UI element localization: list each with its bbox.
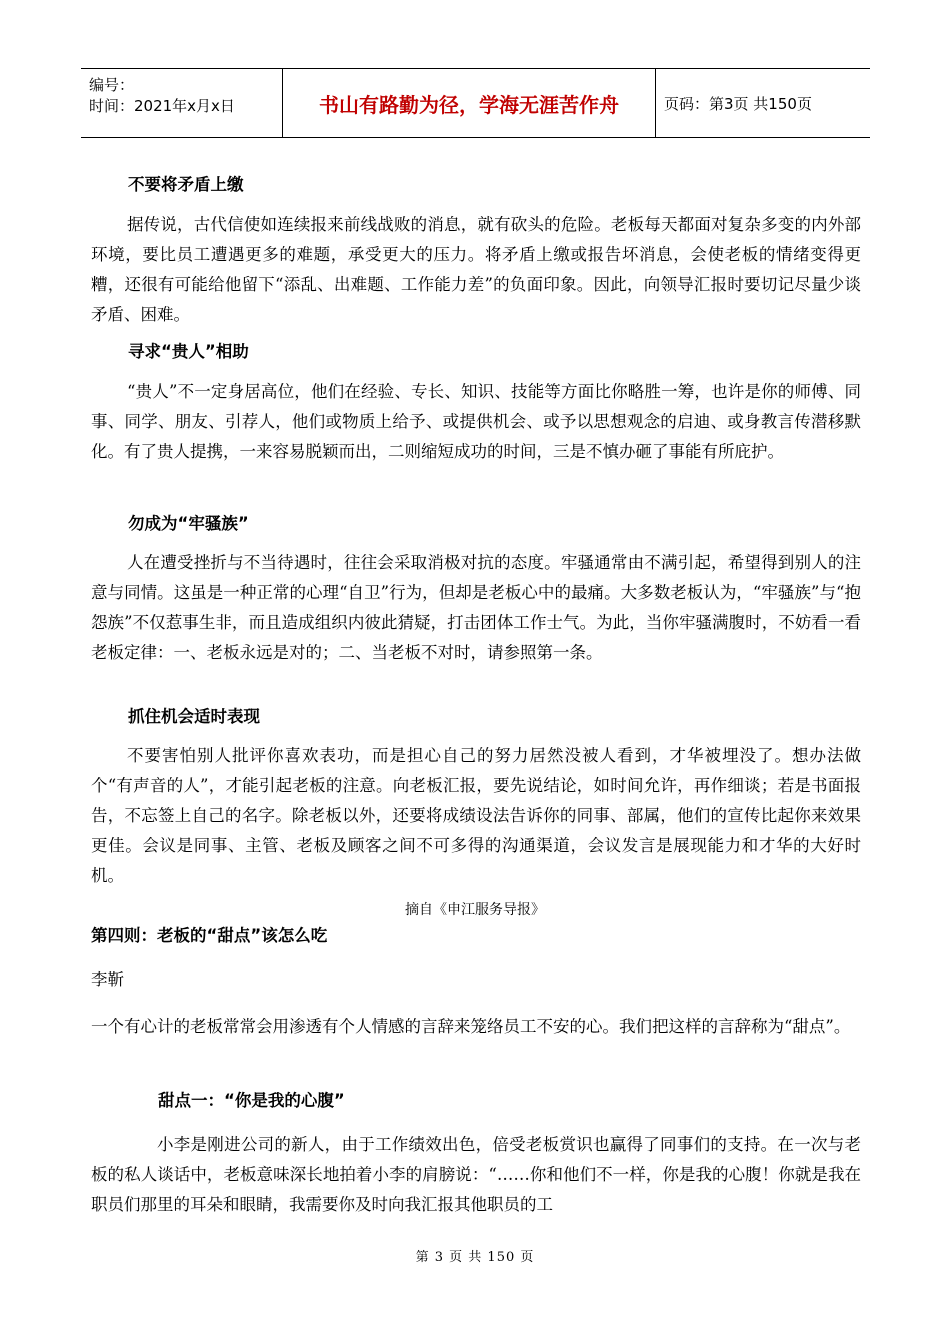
paragraph: 人在遭受挫折与不当待遇时，往往会采取消极对抗的态度。牢骚通常由不满引起，希望得到别人的注意与同情。这虽是一种正常的心理“自卫”行为，但却是老板心中的最痛。大多数老板认为，“牢骚族”与“抱怨族”不仅惹事生非，而且造成组织内彼此猜疑，打击团体工作士气。为此，当你牢骚满腹时，不妨看一看老板定律：一、老板永远是对的；二、当老板不对时，请参照第一条。 xyxy=(91,553,861,662)
paragraph: 不要害怕别人批评你喜欢表功，而是担心自己的努力居然没被人看到，才华被埋没了。想办法做个“有声音的人”，才能引起老板的注意。向老板汇报，要先说结论，如时间允许，再作细谈；若是书面报告，不忘签上自己的名字。除老板以外，还要将成绩设法告诉你的同事、部属，他们的宣传比起你来效果更佳。会议是同事、主管、老板及顾客之间不可多得的沟通渠道，会议发言是展现能力和才华的大好时机。 xyxy=(91,746,861,885)
paragraph: “贵人”不一定身居高位，他们在经验、专长、知识、技能等方面比你略胜一筹，也许是你的师傅、同事、同学、朋友、引荐人，他们或物质上给予、或提供机会、或予以思想观念的启迪、或身教言传潜移默化。有了贵人提携，一来容易脱颖而出，二则缩短成功的时间，三是不慎办砸了事能有所庇护。 xyxy=(91,382,861,461)
header-motto: 书山有路勤为径，学海无涯苦作舟 xyxy=(283,69,656,137)
section-body xyxy=(91,548,861,668)
page-header xyxy=(81,68,870,138)
section-body xyxy=(91,210,861,330)
author-name xyxy=(91,965,861,995)
source-citation: 摘自《申江服务导报》 xyxy=(405,902,545,918)
paragraph: 一个有心计的老板常常会用渗透有个人情感的言辞来笼络员工不安的心。我们把这样的言辞称为“甜点”。 xyxy=(91,1017,851,1036)
section-heading: 勿成为“牢骚族” xyxy=(128,514,249,533)
section-heading: 寻求“贵人”相助 xyxy=(128,342,249,361)
sub-heading: 甜点一：“你是我的心腹” xyxy=(158,1091,345,1110)
header-meta xyxy=(81,69,283,137)
section-heading: 不要将矛盾上缴 xyxy=(128,175,244,194)
section-body xyxy=(91,741,861,891)
document-date: 时间：2021年x月x日 xyxy=(89,97,235,115)
page-footer: 第 3 页 共 150 页 xyxy=(415,1250,535,1265)
author: 李靳 xyxy=(91,970,124,989)
story-block xyxy=(91,1130,861,1220)
section-heading: 抓住机会适时表现 xyxy=(128,707,260,726)
header-page-info: 页码：第3页 共150页 xyxy=(664,94,812,113)
section-body xyxy=(91,377,861,467)
paragraph: 据传说，古代信使如连续报来前线战败的消息，就有砍头的危险。老板每天都面对复杂多变的内外部环境，要比员工遭遇更多的难题，承受更大的压力。将矛盾上缴或报告坏消息，会使老板的情绪变得更糟，还很有可能给他留下“添乱、出难题、工作能力差”的负面印象。因此，向领导汇报时要切记尽量少谈矛盾、困难。 xyxy=(91,215,861,324)
intro-block xyxy=(91,1012,861,1042)
paragraph: 小李是刚进公司的新人，由于工作绩效出色，倍受老板赏识也赢得了同事们的支持。在一次与老板的私人谈话中，老板意味深长地拍着小李的肩膀说：“……你和他们不一样，你是我的心腹！你就是我在职员们那里的耳朵和眼睛，我需要你及时向我汇报其他职员的工 xyxy=(91,1135,861,1214)
chapter-title: 第四则：老板的“甜点”该怎么吃 xyxy=(91,926,328,945)
document-number-label: 编号： xyxy=(89,76,135,94)
